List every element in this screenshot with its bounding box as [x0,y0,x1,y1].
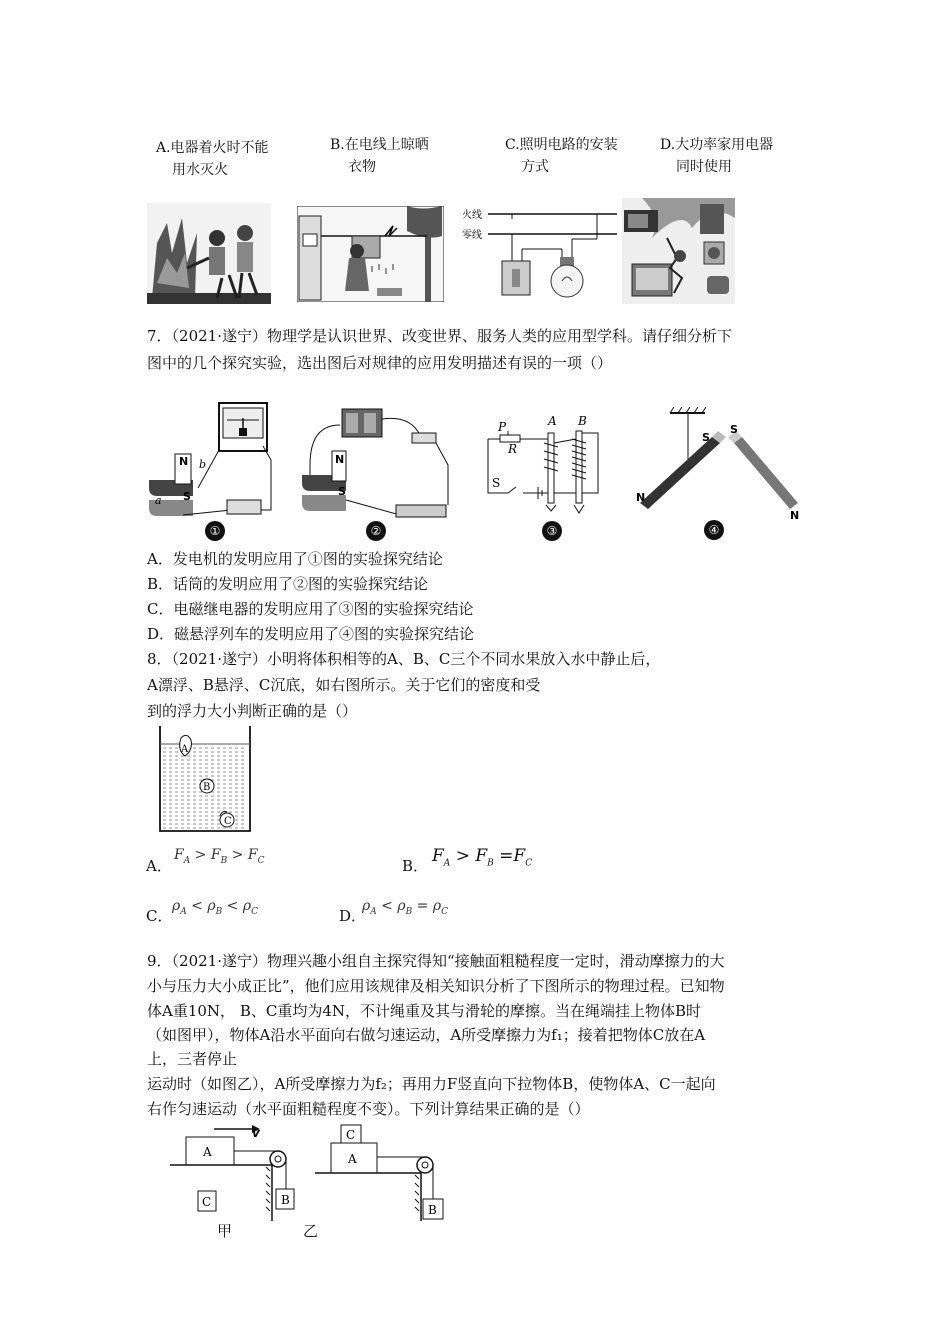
q7-fig1-label-b: b [199,458,207,471]
q7-fig3-label-S: S [492,476,501,490]
q9-line6: 运动时（如图乙），A所受摩擦力为f₂；再用力F竖直向下拉物体B，使物体A、C一起向 [147,1075,716,1093]
q7-figure-number-3: ③ [546,524,558,538]
lighting-circuit-diagram [462,199,617,305]
q8-option-a-label: A． [146,857,172,875]
q9-line4: （如图甲），物体A沿水平面向右做匀速运动，A所受摩擦力为f₁；接着把物体C放在A [147,1026,706,1044]
q6-caption-a: A.电器着火时不能 用水灭火 [156,140,269,178]
q8-option-d-formula: $\rho_A < \rho_B = \rho_C$ [362,898,448,917]
q7-fig4-label-N1: N [636,491,646,504]
q9-jia-label-a: A [203,1145,212,1159]
q7-fig3-label-A: A [548,414,557,428]
q8-option-b-label: B． [402,857,429,875]
q9-figure-jia [170,1125,300,1221]
q9-line7: 右作匀速运动（水平面粗糙程度不变）。下列计算结果正确的是（） [147,1100,590,1118]
neutral-wire-label: 零线 [462,230,482,241]
q7-figure-2-motor [300,405,450,542]
q8-option-c-label: C． [146,907,173,925]
q9-line3: 体A重10N， B、C重均为4N，不计绳重及其与滑轮的摩擦。当在绳端挂上物体B时 [147,1002,702,1020]
q6-caption-c: C.照明电路的安装 方式 [505,137,618,175]
appliances-overload-illustration [622,198,735,304]
q7-fig3-label-R: R [508,442,518,456]
q9-caption-jia: 甲 [217,1222,233,1240]
q8-option-c-formula: $\rho_A < \rho_B < \rho_C$ [172,898,258,917]
q8-stem-line1: 8．（2021·遂宁）小明将体积相等的A、B、C三个不同水果放入水中静止后， [147,650,661,668]
q7-fig3-label-P: P [498,420,507,434]
q7-stem-line1: 7．（2021·遂宁）物理学是认识世界、改变世界、服务人类的应用型学科。请仔细分析下 [147,327,732,345]
drying-clothes-illustration [297,206,444,302]
q7-option-b: B．话筒的发明应用了②图的实验探究结论 [147,575,429,593]
q6-caption-b: B.在电线上晾晒 衣物 [330,137,429,175]
q8-stem-line3: 到的浮力大小判断正确的是（） [147,702,358,720]
q7-fig4-label-S1: S [702,431,710,444]
q9-line5: 上，三者停止 [147,1050,238,1068]
q9-jia-label-c: C [202,1195,212,1209]
q8-option-d-label: D． [339,907,367,925]
q8-beaker-fruits-figure [157,726,253,834]
q7-fig2-label-N: N [335,453,345,466]
q9-yi-label-c: C [346,1128,356,1142]
q9-caption-yi: 乙 [303,1222,319,1240]
q9-line2: 小与压力大小成正比”，他们应用该规律及相关知识分析了下图所示的物理过程。已知物 [147,977,725,995]
q7-figure-number-2: ② [370,524,382,538]
q7-figure-3-electromagnets [478,413,603,542]
q7-fig1-label-a: a [155,494,162,507]
q7-figure-4-magnets [630,407,805,542]
q7-fig1-label-S: S [183,490,191,503]
q7-fig4-label-S2: S [730,423,738,436]
q8-fruit-label-a: A [181,744,189,755]
q8-option-b-formula: $F_A > F_B =F_C$ [432,846,533,869]
q7-figure-number-4: ④ [708,523,720,537]
q7-fig4-label-N2: N [790,509,800,522]
q7-fig3-label-B: B [578,414,587,428]
q8-fruit-label-b: B [203,782,211,793]
q7-option-a: A．发电机的发明应用了①图的实验探究结论 [147,550,443,568]
q7-fig1-label-N: N [179,455,189,468]
q8-stem-line2: A漂浮、B悬浮、C沉底，如右图所示。关于它们的密度和受 [147,676,541,694]
q9-line1: 9．（2021·遂宁）物理兴趣小组自主探究得知“接触面粗糙程度一定时，滑动摩擦力的大 [147,952,725,970]
q7-option-d: D．磁悬浮列车的发明应用了④图的实验探究结论 [147,625,475,643]
q9-yi-label-b: B [428,1203,437,1217]
q7-option-c: C．电磁继电器的发明应用了③图的实验探究结论 [147,600,474,618]
q9-jia-label-b: B [281,1193,290,1207]
q7-fig2-label-S: S [338,485,346,498]
q9-figure-yi [315,1123,445,1223]
q6-caption-d: D.大功率家用电器 同时使用 [660,137,774,175]
q7-figure-number-1: ① [209,524,221,538]
fire-scene-illustration [147,203,271,304]
q7-figure-1-generator [143,400,273,542]
q8-option-a-formula: $F_A > F_B > F_C$ [174,847,265,866]
q7-stem-line2: 图中的几个探究实验，选出图后对规律的应用发明描述有误的一项（） [147,354,613,372]
live-wire-label: 火线 [462,210,482,221]
q8-fruit-label-c: C [224,816,232,827]
q9-jia-label-v: v [252,1126,260,1140]
q9-yi-label-a: A [348,1152,357,1166]
